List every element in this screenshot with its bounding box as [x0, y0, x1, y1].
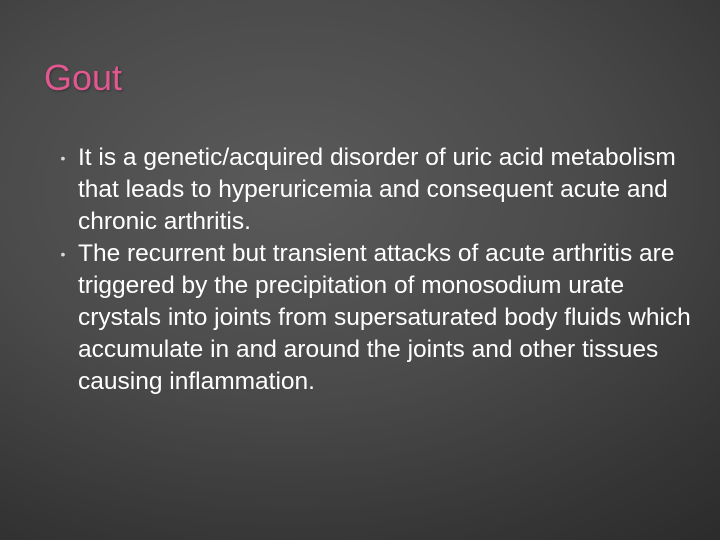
bullet-dot-icon: •	[60, 246, 66, 262]
bullet-item-2	[60, 238, 700, 398]
bullet-dot-icon: •	[60, 150, 66, 166]
bullet-text-2: The recurrent but transient attacks of acute arthritis are triggered by the precipitation of monosodium urate crystals into joints from supersaturated body fluids which accumulate in and around the joints and other tissues causing inflammation.	[78, 240, 691, 395]
bullet-list	[60, 142, 700, 398]
slide-title: Gout	[44, 57, 123, 98]
bullet-text-1: It is a genetic/acquired disorder of uric acid metabolism that leads to hyperuricemia and consequent acute and chronic arthritis.	[78, 144, 676, 235]
bullet-item-1	[60, 142, 700, 238]
